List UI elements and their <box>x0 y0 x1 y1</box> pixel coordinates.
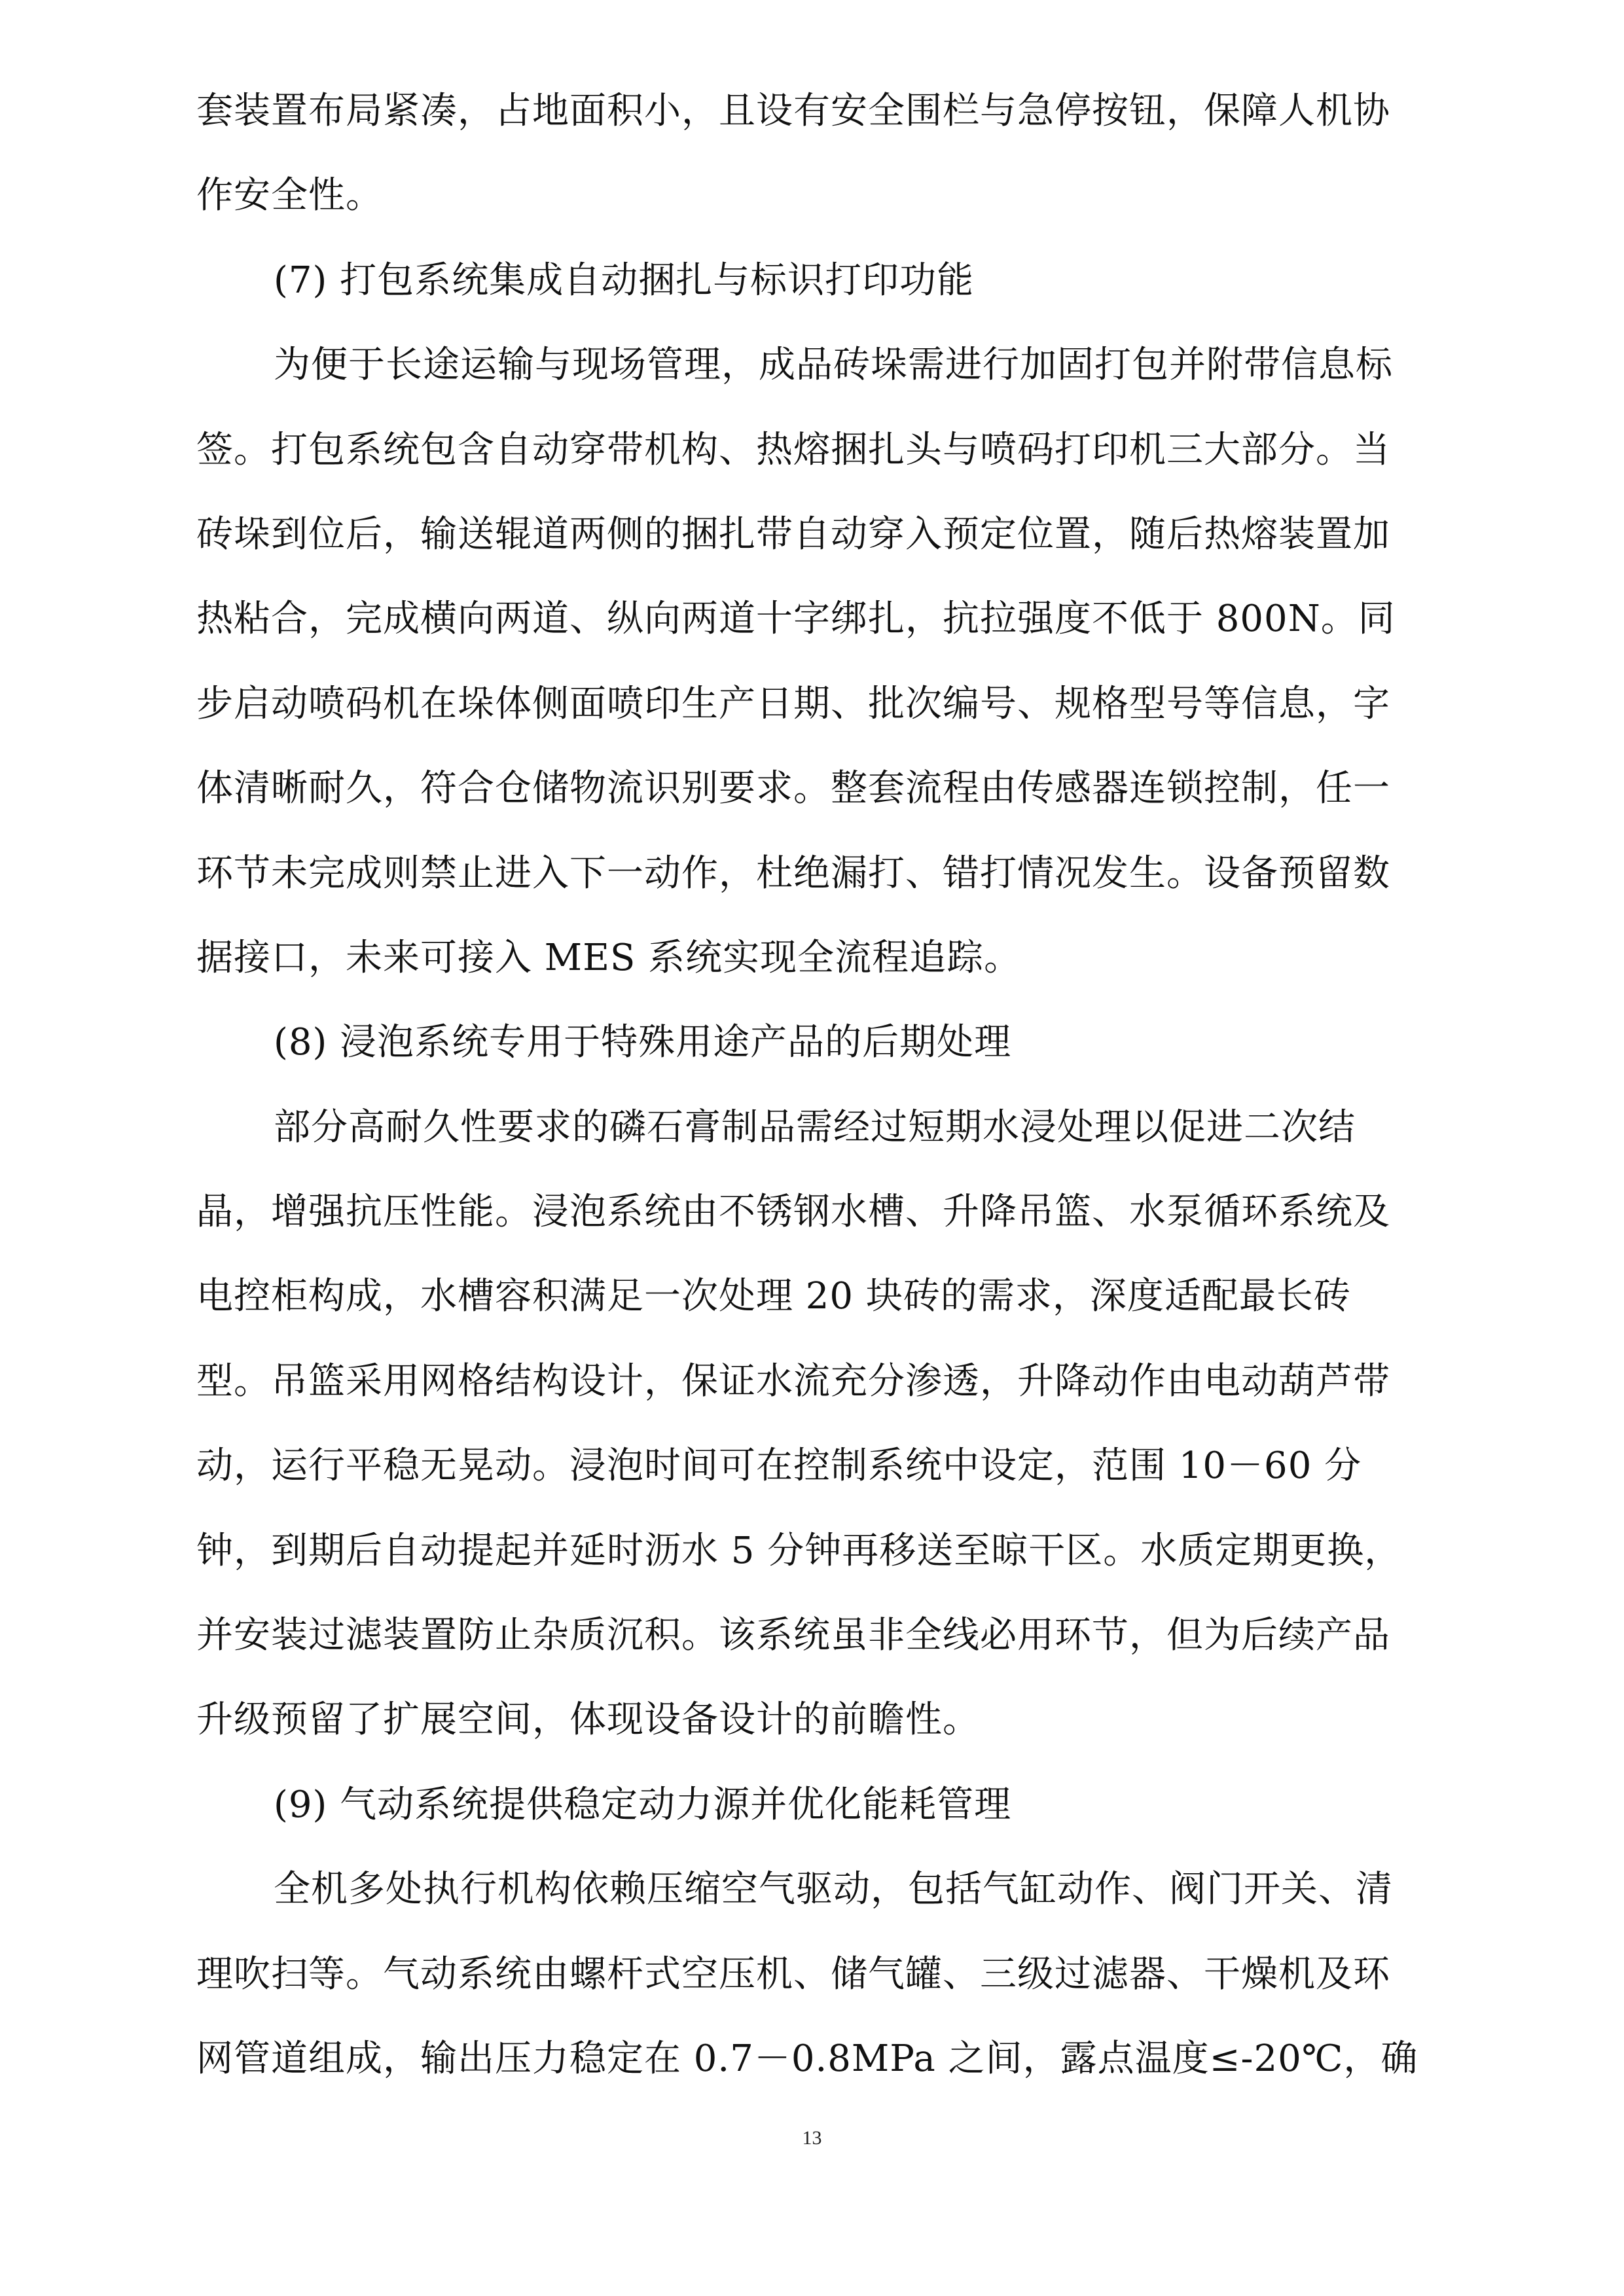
text-line: 电控柜构成，水槽容积满足一次处理 20 块砖的需求，深度适配最长砖 <box>196 1275 1351 1318</box>
text-line: 作安全性。 <box>196 174 383 217</box>
text-line: 并安装过滤装置防止杂质沉积。该系统虽非全线必用环节，但为后续产品 <box>196 1614 1390 1657</box>
body-text <box>196 69 1427 2101</box>
text-line: 全机多处执行机构依赖压缩空气驱动，包括气缸动作、阀门开关、清 <box>274 1868 1393 1911</box>
page-number: 13 <box>802 2127 822 2149</box>
text-line: 部分高耐久性要求的磷石膏制品需经过短期水浸处理以促进二次结 <box>274 1105 1356 1149</box>
text-line: 环节未完成则禁止进入下一动作，杜绝漏打、错打情况发生。设备预留数 <box>196 852 1390 895</box>
text-line: 理吹扫等。气动系统由螺杆式空压机、储气罐、三级过滤器、干燥机及环 <box>196 1952 1390 1996</box>
text-line: 砖垛到位后，输送辊道两侧的捆扎带自动穿入预定位置，随后热熔装置加 <box>196 512 1390 556</box>
text-line: 套装置布局紧凑，占地面积小，且设有安全围栏与急停按钮，保障人机协 <box>196 90 1390 132</box>
text-line: 升级预留了扩展空间，体现设备设计的前瞻性。 <box>196 1698 980 1742</box>
section-heading: (9) 气动系统提供稳定动力源并优化能耗管理 <box>274 1783 1012 1826</box>
text-line: 型。吊篮采用网格结构设计，保证水流充分渗透，升降动作由电动葫芦带 <box>196 1359 1390 1403</box>
text-line: 签。打包系统包含自动穿带机构、热熔捆扎头与喷码打印机三大部分。当 <box>196 428 1390 471</box>
text-line: 据接口，未来可接入 MES 系统实现全流程追踪。 <box>196 936 1022 979</box>
text-line: 晶，增强抗压性能。浸泡系统由不锈钢水槽、升降吊篮、水泵循环系统及 <box>196 1191 1390 1234</box>
text-line: 钟，到期后自动提起并延时沥水 5 分钟再移送至晾干区。水质定期更换， <box>196 1529 1402 1572</box>
section-heading: (8) 浸泡系统专用于特殊用途产品的后期处理 <box>274 1021 1012 1064</box>
text-line: 热粘合，完成横向两道、纵向两道十字绑扎，抗拉强度不低于 800N。同 <box>196 598 1396 641</box>
text-line: 为便于长途运输与现场管理，成品砖垛需进行加固打包并附带信息标 <box>274 344 1393 387</box>
text-line: 体清晰耐久，符合仓储物流识别要求。整套流程由传感器连锁控制，任一 <box>196 767 1390 810</box>
section-heading: (7) 打包系统集成自动捆扎与标识打印功能 <box>274 259 975 302</box>
text-line: 步启动喷码机在垛体侧面喷印生产日期、批次编号、规格型号等信息，字 <box>196 682 1390 725</box>
text-line: 网管道组成，输出压力稳定在 0.7－0.8MPa 之间，露点温度≤-20℃，确 <box>196 2037 1418 2080</box>
text-line: 动，运行平稳无晃动。浸泡时间可在控制系统中设定，范围 10－60 分 <box>196 1444 1362 1488</box>
